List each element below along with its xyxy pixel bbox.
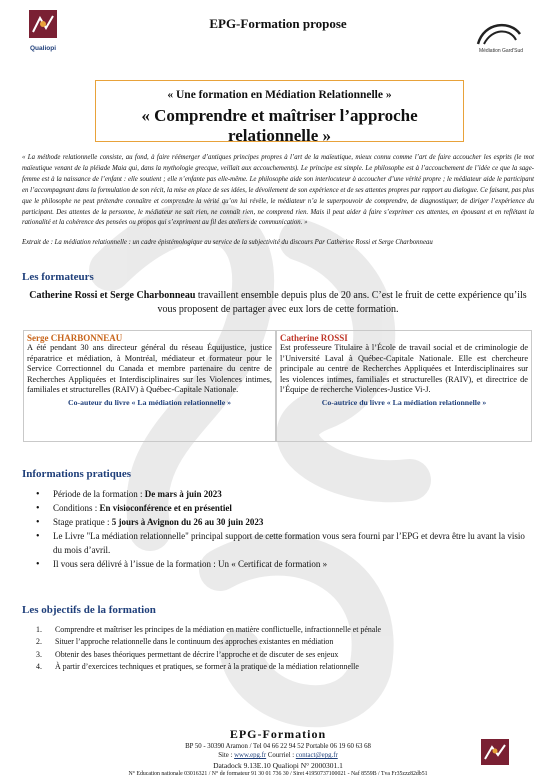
info-list [36, 488, 536, 572]
method-quote: « La méthode relationnelle consiste, au fond, à faire réémerger d’antiques principes propres à l’art de la maïeutique, mieux connu comme l’art de faire accoucher les esprits (le mot maïeutique venant de la pléiade Maia qui, dans la mythologie grecque, veillait aux accouchements). Le principe est simple. Le philosophe est à l’accouchement de l’idée ce que la sage-femme est à la naissance de l’enfant : elle soutient ; elle n’enfante pas elle-même. Le philosophe aide son interlocuteur à accoucher d’une vérité propre ; le médiateur aide le participant en l’accompagnant dans la formulation de son récit, la mise en place de ses idées, le dévoilement de son expérience et de ses attentes propres par rapport au dialogue. Ce faisant, pas plus que le philosophe ne peut prétendre connaître et comprendre la vérité qu’on lui révèle, le médiateur n’a le superpouvoir de comprendre, de diagnostiquer, de diriger l’expérience du participant. Des attentes de la personne, le médiateur ne sait rien, ne connaît rien, ne comprend rien. Mais il peut aider à faire s’exprimer ces attentes, en épousant et en reflétant la rationalité et la cohérence des pensées ou propos qui s’expriment au fil des ateliers de communication. » [22, 154, 534, 227]
footer-ids: Datadock 9.13E.10 Qualiopi N° 2000301.1 [213, 761, 343, 770]
website-link[interactable]: www.epg.fr [234, 752, 267, 759]
list-item: • Période de la formation : De mars à juin 2023 [36, 488, 536, 502]
page-title: EPG-Formation propose [209, 16, 347, 31]
footer-legal: N° Education nationale 03016321 / N° de formateur 91 30 01 736 30 / Siret 41950737100021 - Naf 8559B / Tva Fr35zzz82db51 [128, 771, 428, 777]
trainer-book: Co-autrice du livre « La médiation relationnelle » [321, 398, 487, 408]
trainer-bio: A été pendant 30 ans directeur général du réseau Équijustice, justice réparatrice et médiation, à Montréal, médiateur et formateur pour le Service Correctionnel du Canada et membre partenaire du centre de Recherches Appliquées et Interdisciplinaires sur les Violences intimes, familiales et structurelles (RAIV) à Québec-Capitale Nationale. [27, 343, 272, 395]
trainer-bio: Est professeure Titulaire à l’École de travail social et de criminologie de l’Université Laval à Québec-Capitale Nationale. Elle est chercheure principale au centre de Recherches Appliquées et Interdisciplinaires sur les violences intimes, familiales et structurelles (RAIV), et directrice de l’Équipe de recherche Violences-Justice Vi-J. [280, 343, 528, 395]
mediation-logo [470, 14, 532, 60]
objectives-list [36, 624, 536, 673]
trainers-intro [22, 289, 534, 317]
page-header [0, 0, 556, 72]
list-item: • Conditions : En visioconférence et en présentiel [36, 502, 536, 516]
trainers-heading: Les formateurs [22, 271, 94, 283]
trainers-intro-text: travaillent ensemble depuis plus de 20 ans. C’est le fruit de cette expérience qu’ils vous proposent de partager avec eux lors de cette formation. [157, 290, 527, 315]
list-item: • Le Livre "La médiation relationnelle" principal support de cette formation vous sera fourni par l’EPG et devra être lu avant la visio du mois d’avril. [36, 530, 536, 557]
trainers-names: Catherine Rossi et Serge Charbonneau [29, 290, 196, 301]
footer-contact: Site : www.epg.fr Courriel : contact@epg.fr [218, 752, 338, 759]
footer-title: EPG-Formation [229, 727, 327, 741]
email-link[interactable]: contact@epg.fr [295, 752, 338, 759]
quote-source: Extrait de : La médiation relationnelle : un cadre épistémologique au service de la subjectivité du discours Par Catherine Rossi et Serge Charbonneau [22, 239, 433, 246]
list-item: 3. Obtenir des bases théoriques permettant de décrire l’approche et de discuter de ses enjeux [36, 649, 339, 659]
list-item: • Stage pratique : 5 jours à Avignon du 26 au 30 juin 2023 [36, 516, 536, 530]
trainer-name: Serge CHARBONNEAU [27, 333, 123, 343]
info-heading: Informations pratiques [22, 468, 132, 480]
qualiopi-caption: Qualiopi [30, 45, 56, 52]
trainer-card-catherine [276, 330, 532, 442]
trainer-name: Catherine ROSSI [280, 333, 348, 343]
footer-address: BP 50 - 30390 Aramon / Tel 04 66 22 94 52 Portable 06 19 60 63 68 [185, 743, 371, 750]
list-item: 4. À partir d’exercices techniques et pratiques, se former à la pratique de la médiation relationnelle [36, 661, 359, 671]
page-footer [0, 727, 556, 781]
epg-logo [475, 735, 515, 775]
trainer-card-serge [23, 330, 276, 442]
list-item: 1. Comprendre et maîtriser les principes de la médiation en matière conflictuelle, infractionnelle et pénale [36, 625, 382, 634]
list-item: • Il vous sera délivré à l’issue de la formation : Un « Certificat de formation » [36, 558, 536, 572]
formation-title: « Comprendre et maîtriser l’approche relationnelle » [141, 106, 418, 145]
list-item: 2. Situer l’approche relationnelle dans le continuum des approches existantes en médiation [36, 637, 334, 647]
title-box [95, 80, 464, 145]
formation-subtitle: « Une formation en Médiation Relationnelle » [167, 89, 392, 101]
trainer-book: Co-auteur du livre « La médiation relationnelle » [67, 398, 232, 408]
mediation-caption: Médiation Gard'Sud [478, 48, 524, 54]
objectives-heading: Les objectifs de la formation [22, 604, 156, 616]
